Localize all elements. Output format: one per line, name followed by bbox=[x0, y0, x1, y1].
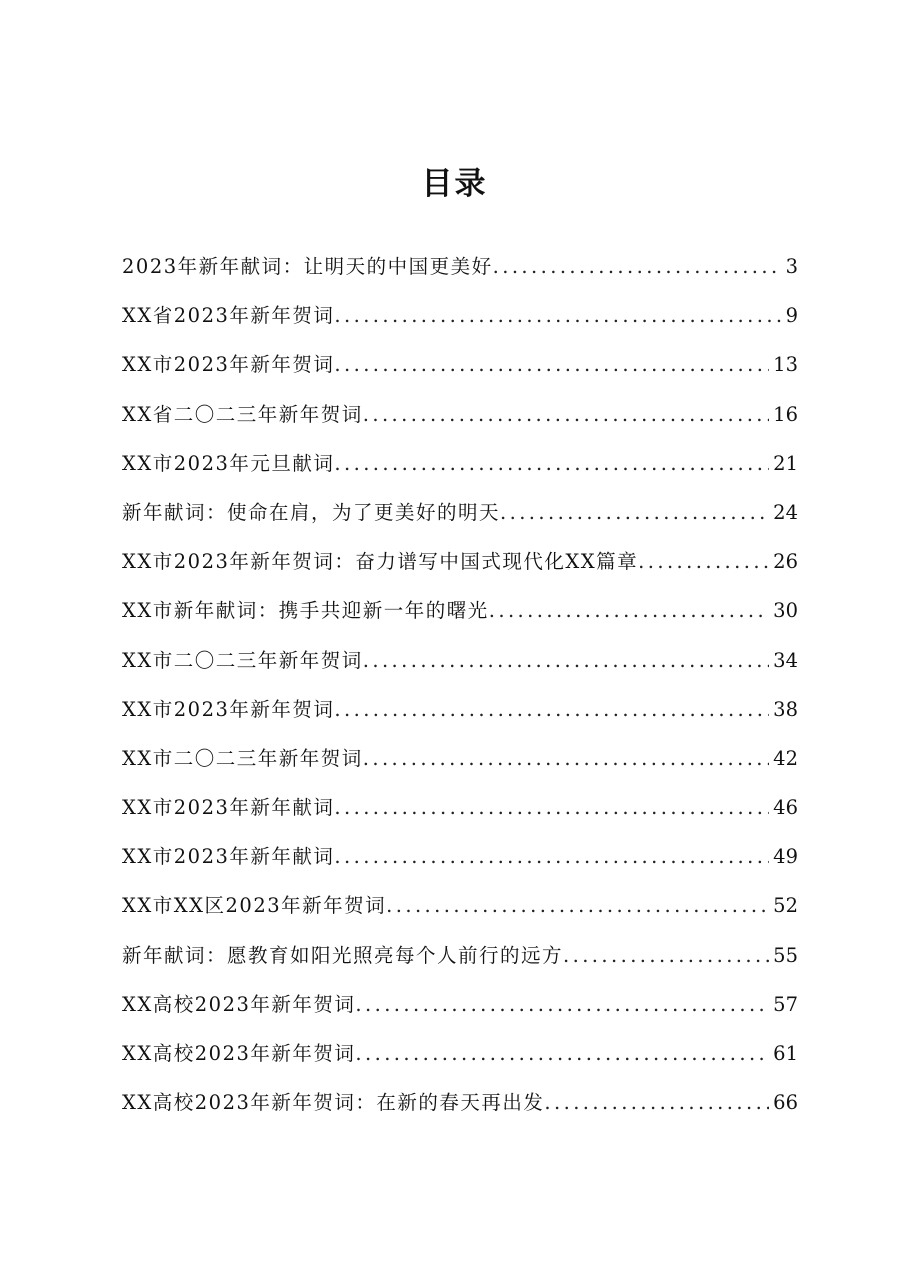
toc-page-number: 13 bbox=[773, 353, 798, 377]
toc-entry[interactable] bbox=[122, 1038, 798, 1087]
toc-page-number: 42 bbox=[773, 746, 798, 770]
toc-dot-leader bbox=[355, 993, 769, 1016]
toc-entry-title: XX市2023年新年献词 bbox=[122, 796, 335, 820]
toc-entry-title: XX市二〇二三年新年贺词 bbox=[122, 746, 363, 770]
toc-page-number: 46 bbox=[773, 796, 798, 820]
toc-title: 目录 bbox=[421, 166, 488, 202]
toc-entry-title: XX省二〇二三年新年贺词 bbox=[122, 402, 363, 426]
toc-page-number: 3 bbox=[785, 255, 798, 278]
toc-dot-leader bbox=[493, 255, 782, 278]
toc-dot-leader bbox=[334, 796, 769, 819]
toc-entry[interactable] bbox=[122, 890, 798, 939]
toc-dot-leader bbox=[363, 649, 769, 672]
toc-page-number: 38 bbox=[773, 697, 798, 721]
toc-entry-title: XX市二〇二三年新年贺词 bbox=[122, 648, 363, 672]
toc-page-number: 30 bbox=[773, 599, 798, 623]
toc-dot-leader bbox=[334, 698, 769, 721]
toc-entry[interactable] bbox=[122, 448, 798, 497]
toc-page-number: 16 bbox=[773, 402, 798, 426]
toc-entry-title: XX市2023年新年献词 bbox=[122, 845, 335, 869]
toc-entry-title: XX市XX区2023年新年贺词 bbox=[122, 894, 387, 918]
toc-page-number: 34 bbox=[773, 648, 798, 672]
toc-page-number: 66 bbox=[773, 1091, 798, 1115]
toc-entry-title: XX市2023年新年贺词：奋力谱写中国式现代化XX篇章 bbox=[122, 550, 639, 574]
toc-entry[interactable] bbox=[122, 694, 798, 743]
toc-entry[interactable] bbox=[122, 546, 798, 595]
toc-dot-leader bbox=[544, 1091, 769, 1114]
toc-entry[interactable] bbox=[122, 989, 798, 1038]
toc-entry-title: XX市2023年新年贺词 bbox=[122, 697, 335, 721]
toc-entry[interactable] bbox=[122, 349, 798, 398]
toc-dot-leader bbox=[500, 501, 769, 524]
toc-page-number: 24 bbox=[773, 500, 798, 524]
toc-entry[interactable] bbox=[122, 399, 798, 448]
toc-page-number: 26 bbox=[773, 550, 798, 574]
toc-entry-title: 2023年新年献词：让明天的中国更美好 bbox=[122, 255, 493, 278]
toc-entry[interactable] bbox=[122, 300, 798, 349]
toc-entry[interactable] bbox=[122, 251, 798, 300]
toc-entry-title: XX市新年献词：携手共迎新一年的曙光 bbox=[122, 599, 489, 623]
toc-entry[interactable] bbox=[122, 497, 798, 546]
toc-page-number: 21 bbox=[773, 451, 798, 475]
toc-entry-title: XX市2023年元旦献词 bbox=[122, 451, 335, 475]
toc-dot-leader bbox=[363, 403, 769, 426]
toc-dot-leader bbox=[334, 353, 769, 376]
toc-entry[interactable] bbox=[122, 841, 798, 890]
toc-dot-leader bbox=[386, 894, 769, 917]
toc-dot-leader bbox=[563, 944, 769, 967]
toc-dot-leader bbox=[334, 304, 781, 327]
toc-dot-leader bbox=[355, 1042, 769, 1065]
toc-page-number: 57 bbox=[773, 992, 798, 1016]
toc-entry-title: 新年献词：使命在肩，为了更美好的明天 bbox=[122, 500, 501, 524]
toc-entry[interactable] bbox=[122, 743, 798, 792]
toc-entry-title: XX省2023年新年贺词 bbox=[122, 304, 335, 328]
toc-entry[interactable] bbox=[122, 940, 798, 989]
toc-page-number: 9 bbox=[785, 304, 798, 328]
toc-dot-leader bbox=[334, 845, 769, 868]
toc-entry-title: XX高校2023年新年贺词 bbox=[122, 992, 356, 1016]
toc-entry[interactable] bbox=[122, 1087, 798, 1136]
toc-entry[interactable] bbox=[122, 792, 798, 841]
toc-dot-leader bbox=[489, 599, 769, 622]
toc-page-number: 52 bbox=[773, 894, 798, 918]
toc-entry-title: XX市2023年新年贺词 bbox=[122, 353, 335, 377]
toc-entry-title: 新年献词：愿教育如阳光照亮每个人前行的远方 bbox=[122, 943, 564, 967]
toc-entry[interactable] bbox=[122, 595, 798, 644]
toc-entry-title: XX高校2023年新年贺词 bbox=[122, 1042, 356, 1065]
toc-dot-leader bbox=[638, 550, 769, 573]
table-of-contents bbox=[122, 251, 798, 1136]
toc-dot-leader bbox=[363, 747, 769, 770]
toc-dot-leader bbox=[334, 452, 769, 475]
toc-entry-title: XX高校2023年新年贺词：在新的春天再出发 bbox=[122, 1091, 545, 1115]
toc-page-number: 49 bbox=[773, 845, 798, 869]
toc-page-number: 61 bbox=[773, 1042, 798, 1065]
toc-page-number: 55 bbox=[773, 943, 798, 967]
toc-entry[interactable] bbox=[122, 645, 798, 694]
